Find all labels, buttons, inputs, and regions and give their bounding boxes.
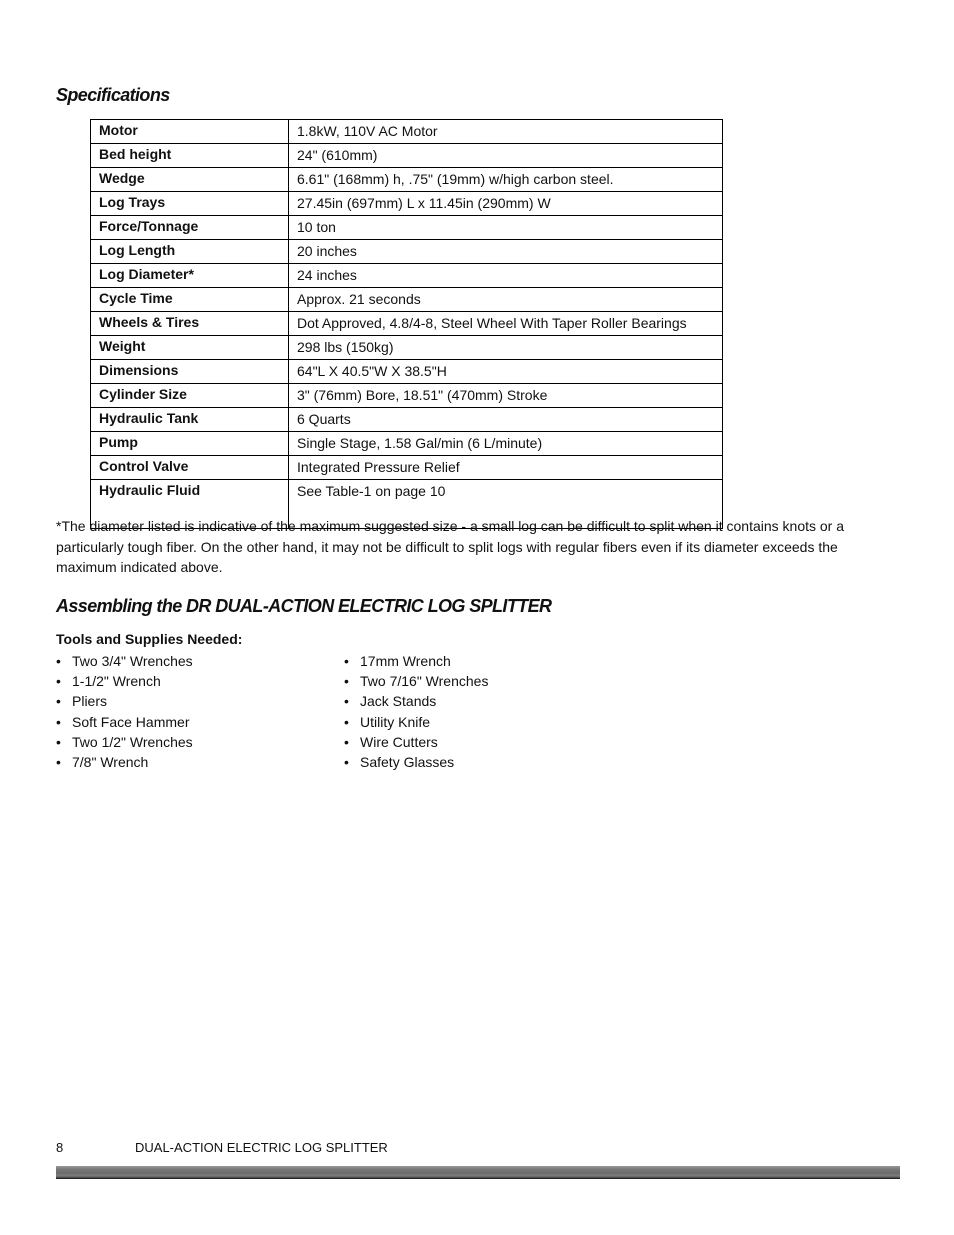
tool-name: Two 7/16" Wrenches — [360, 673, 489, 690]
list-item — [344, 712, 488, 732]
list-item — [344, 671, 488, 691]
spec-label: Hydraulic Tank — [91, 408, 289, 432]
table-row — [91, 120, 723, 144]
tools-list-right — [344, 651, 488, 772]
table-row — [91, 456, 723, 480]
spec-label: Wedge — [91, 168, 289, 192]
tool-name: 7/8" Wrench — [72, 754, 149, 771]
list-item — [56, 752, 193, 772]
spec-label: Weight — [91, 336, 289, 360]
spec-label: Dimensions — [91, 360, 289, 384]
spec-label: Wheels & Tires — [91, 312, 289, 336]
specifications-heading: Specifications — [56, 85, 170, 105]
footer-rule — [56, 1166, 900, 1179]
table-row — [91, 288, 723, 312]
tool-name: 17mm Wrench — [360, 653, 451, 669]
list-item — [56, 671, 193, 691]
bullet-icon: • — [344, 754, 349, 771]
spec-value: 64"L X 40.5"W X 38.5"H — [289, 360, 723, 384]
bullet-icon: • — [344, 673, 349, 690]
spec-value: See Table-1 on page 10 — [289, 480, 723, 529]
spec-value: Approx. 21 seconds — [289, 288, 723, 312]
bullet-icon: • — [56, 733, 61, 750]
spec-label: Pump — [91, 432, 289, 456]
tool-name: Two 1/2" Wrenches — [72, 733, 193, 750]
tool-name: Utility Knife — [360, 713, 431, 730]
spec-label: Bed height — [91, 144, 289, 168]
bullet-icon: • — [344, 733, 349, 750]
spec-value: 27.45in (697mm) L x 11.45in (290mm) W — [289, 192, 723, 216]
tool-name: Two 3/4" Wrenches — [72, 653, 193, 669]
spec-value: 20 inches — [289, 240, 723, 264]
tool-name: Safety Glasses — [360, 754, 455, 771]
spec-label: Log Length — [91, 240, 289, 264]
list-item — [56, 651, 193, 671]
bullet-icon: • — [344, 693, 349, 710]
spec-label: Cylinder Size — [91, 384, 289, 408]
spec-label: Cycle Time — [91, 288, 289, 312]
bullet-icon: • — [56, 713, 61, 730]
bullet-icon: • — [56, 754, 61, 771]
bullet-icon: • — [56, 653, 61, 669]
table-row — [91, 336, 723, 360]
bullet-icon: • — [344, 713, 349, 730]
tools-heading: Tools and Supplies Needed: — [56, 631, 243, 647]
table-row — [91, 144, 723, 168]
spec-label: Log Trays — [91, 192, 289, 216]
bullet-icon: • — [56, 673, 61, 690]
spec-label: Motor — [91, 120, 289, 144]
list-item — [56, 732, 193, 752]
spec-label: Log Diameter* — [91, 264, 289, 288]
spec-value: 24 inches — [289, 264, 723, 288]
list-item — [344, 752, 488, 772]
tool-name: Jack Stands — [360, 693, 437, 710]
tool-name: 1-1/2" Wrench — [72, 673, 161, 690]
spec-label: Hydraulic Fluid — [91, 480, 289, 529]
specifications-table — [90, 119, 723, 529]
page-number: 8 — [56, 1140, 64, 1155]
list-item — [344, 732, 488, 752]
spec-value: 6.61" (168mm) h, .75" (19mm) w/high carbon steel. — [289, 168, 723, 192]
table-row — [91, 240, 723, 264]
table-row — [91, 168, 723, 192]
table-row — [91, 432, 723, 456]
spec-value: 24" (610mm) — [289, 144, 723, 168]
spec-value: 298 lbs (150kg) — [289, 336, 723, 360]
list-item — [56, 691, 193, 711]
spec-value: 6 Quarts — [289, 408, 723, 432]
list-item — [344, 691, 488, 711]
tool-name: Soft Face Hammer — [72, 713, 190, 730]
tool-name: Wire Cutters — [360, 733, 438, 750]
table-row — [91, 216, 723, 240]
spec-value: Dot Approved, 4.8/4-8, Steel Wheel With Taper Roller Bearings — [289, 312, 723, 336]
spec-value: 3" (76mm) Bore, 18.51" (470mm) Stroke — [289, 384, 723, 408]
table-row — [91, 384, 723, 408]
spec-value: Integrated Pressure Relief — [289, 456, 723, 480]
spec-value: 10 ton — [289, 216, 723, 240]
table-row — [91, 192, 723, 216]
table-row — [91, 312, 723, 336]
assembly-heading: Assembling the DR DUAL-ACTION ELECTRIC LOG SPLITTER — [56, 596, 552, 616]
bullet-icon: • — [344, 653, 349, 669]
diameter-footnote: *The diameter listed is indicative of the maximum suggested size - a small log can be difficult to split when it contains knots or a particularly tough fiber. On the other hand, it may not be difficult to split logs with regular fibers even if its diameter exceeds the maximum indicated above. — [56, 518, 845, 575]
list-item — [56, 712, 193, 732]
footer-title: DUAL-ACTION ELECTRIC LOG SPLITTER — [135, 1140, 388, 1155]
tool-name: Pliers — [72, 693, 108, 710]
table-row — [91, 264, 723, 288]
list-item — [344, 651, 488, 671]
table-row — [91, 408, 723, 432]
table-row — [91, 360, 723, 384]
spec-label: Control Valve — [91, 456, 289, 480]
bullet-icon: • — [56, 693, 61, 710]
spec-value: Single Stage, 1.58 Gal/min (6 L/minute) — [289, 432, 723, 456]
spec-value: 1.8kW, 110V AC Motor — [289, 120, 723, 144]
spec-label: Force/Tonnage — [91, 216, 289, 240]
tools-list-left — [56, 651, 193, 772]
